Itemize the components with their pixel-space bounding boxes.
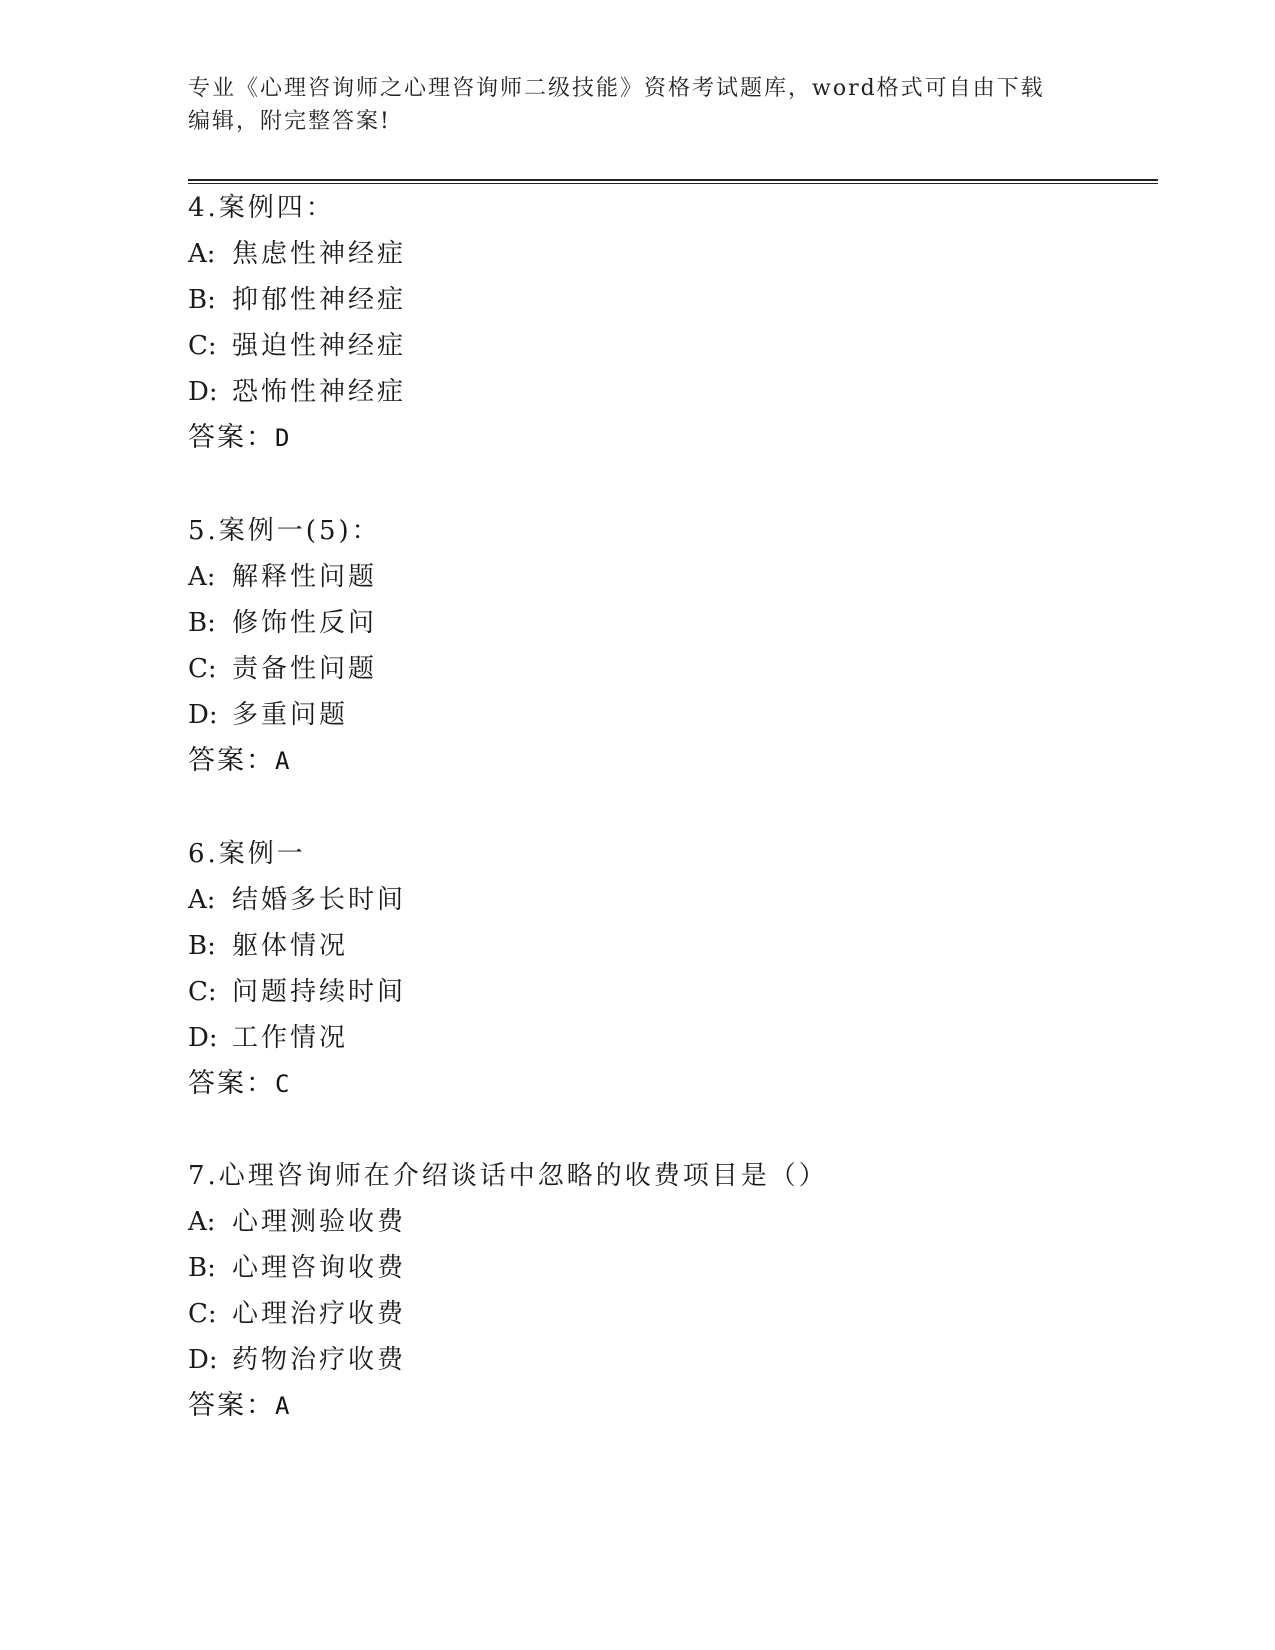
option-text: 心理治疗收费 <box>232 1299 407 1329</box>
option-text: 恐怖性神经症 <box>232 377 407 407</box>
question-block-7 <box>188 1153 1088 1429</box>
option-text: 强迫性神经症 <box>232 331 407 361</box>
option-letter: A: <box>188 239 216 269</box>
option-letter: B: <box>188 285 216 315</box>
answer-label: 答案： <box>188 1068 275 1099</box>
option-b <box>188 600 1088 646</box>
option-a <box>188 877 1088 923</box>
option-letter: A: <box>188 1207 216 1237</box>
option-text: 药物治疗收费 <box>232 1345 407 1375</box>
header-divider <box>188 179 1158 184</box>
option-letter: C: <box>188 331 217 361</box>
option-c <box>188 1291 1088 1337</box>
option-text: 问题持续时间 <box>232 977 407 1007</box>
question-title: 7.心理咨询师在介绍谈话中忽略的收费项目是（） <box>188 1161 828 1191</box>
question-block-6 <box>188 831 1088 1107</box>
option-letter: D: <box>188 1023 218 1053</box>
option-d <box>188 1015 1088 1061</box>
option-d <box>188 692 1088 738</box>
option-letter: D: <box>188 377 218 407</box>
option-letter: C: <box>188 654 217 684</box>
answer-value: D <box>275 424 292 452</box>
answer-value: A <box>275 1392 292 1420</box>
question-title: 4.案例四： <box>188 193 335 223</box>
option-letter: D: <box>188 1345 218 1375</box>
option-letter: A: <box>188 562 216 592</box>
answer-label: 答案： <box>188 745 275 776</box>
option-d <box>188 1337 1088 1383</box>
answer-label: 答案： <box>188 1390 275 1421</box>
option-text: 解释性问题 <box>232 562 378 592</box>
option-text: 修饰性反问 <box>232 608 378 638</box>
question-block-4 <box>188 185 1088 461</box>
answer-label: 答案： <box>188 422 275 453</box>
option-a <box>188 1199 1088 1245</box>
option-c <box>188 969 1088 1015</box>
option-text: 抑郁性神经症 <box>232 285 407 315</box>
answer-line <box>188 738 1088 784</box>
option-letter: B: <box>188 931 216 961</box>
option-d <box>188 369 1088 415</box>
question-title: 5.案例一(5)： <box>188 516 381 546</box>
option-text: 多重问题 <box>232 700 349 730</box>
option-b <box>188 277 1088 323</box>
option-letter: B: <box>188 1253 216 1283</box>
option-text: 工作情况 <box>232 1023 349 1053</box>
answer-line <box>188 1061 1088 1107</box>
option-a <box>188 231 1088 277</box>
option-c <box>188 323 1088 369</box>
option-letter: B: <box>188 608 216 638</box>
option-text: 心理咨询收费 <box>232 1253 407 1283</box>
answer-line <box>188 1383 1088 1429</box>
option-a <box>188 554 1088 600</box>
document-header <box>188 72 1088 138</box>
option-b <box>188 1245 1088 1291</box>
answer-line <box>188 415 1088 461</box>
option-text: 结婚多长时间 <box>232 885 407 915</box>
option-text: 焦虑性神经症 <box>232 239 407 269</box>
option-c <box>188 646 1088 692</box>
option-letter: A: <box>188 885 216 915</box>
option-text: 躯体情况 <box>232 931 349 961</box>
option-letter: C: <box>188 977 217 1007</box>
option-text: 心理测验收费 <box>232 1207 407 1237</box>
option-text: 责备性问题 <box>232 654 378 684</box>
question-title: 6.案例一 <box>188 839 306 869</box>
option-letter: D: <box>188 700 218 730</box>
option-b <box>188 923 1088 969</box>
option-letter: C: <box>188 1299 217 1329</box>
question-block-5 <box>188 508 1088 784</box>
header-line-2: 编辑，附完整答案! <box>188 109 391 134</box>
header-line-1: 专业《心理咨询师之心理咨询师二级技能》资格考试题库，word格式可自由下载 <box>188 76 1045 101</box>
answer-value: C <box>275 1070 292 1098</box>
answer-value: A <box>275 747 292 775</box>
